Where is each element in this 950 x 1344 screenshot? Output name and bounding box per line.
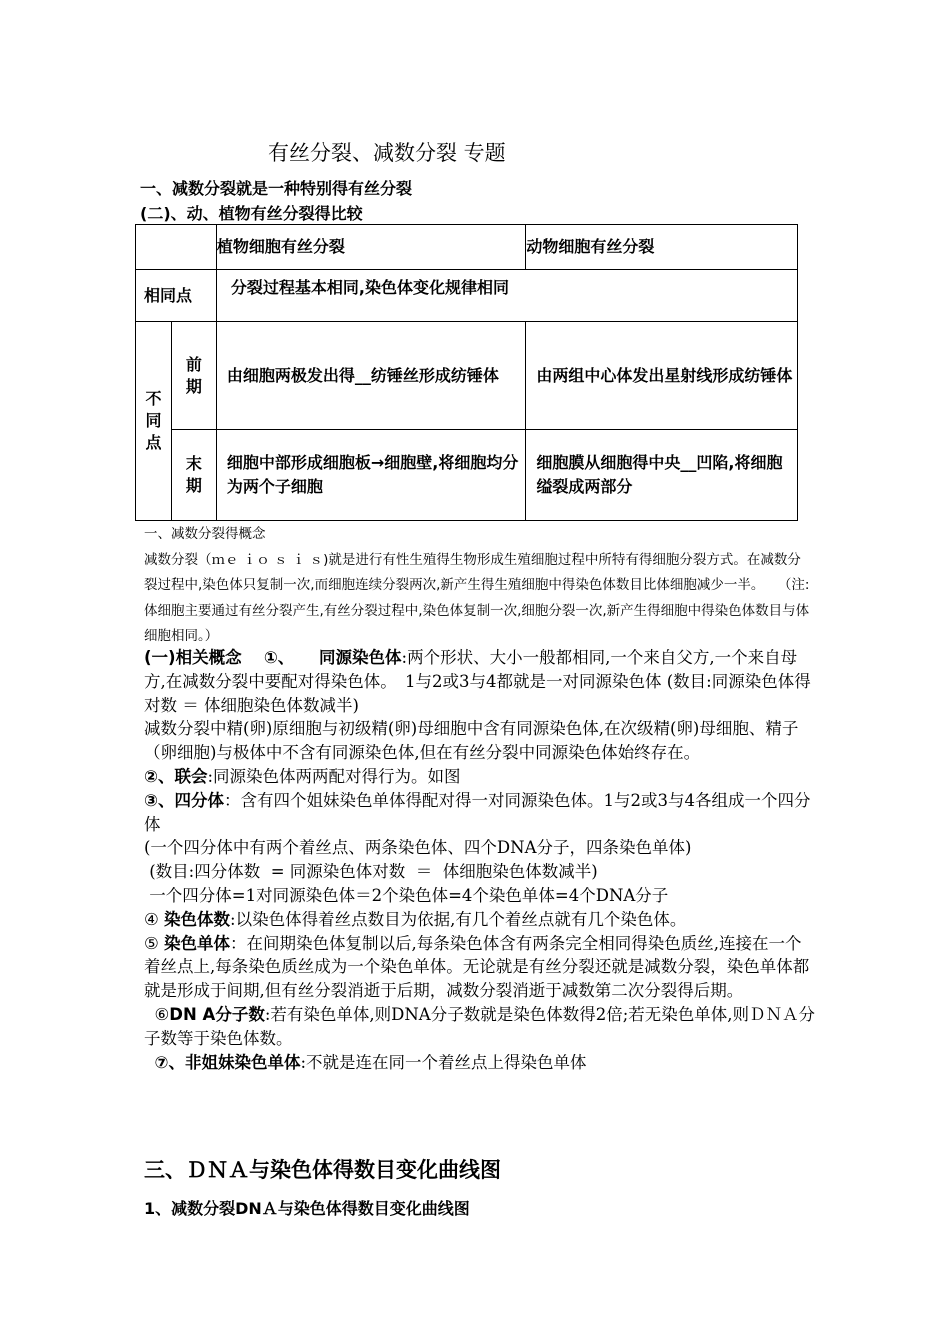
homologous-text: :两个形状、大小一般都相同,一个来自父方,一个来自母方,在减数分裂中要配对得染色体。 1与2或3与4都就是一对同源染色体 (数目:同源染色体得对数 ＝ 体细胞染色体数减半) [144,648,811,715]
chromosome-number-text: :以染色体得着丝点数目为依据,有几个着丝点就有几个染色体。 [230,909,687,929]
chromosome-number-prefix: ④ [144,909,165,929]
paragraph-tetrad [144,789,816,837]
non-sister-text: :不就是连在同一个着丝点上得染色单体 [300,1052,587,1072]
header-animal: 动物细胞有丝分裂 [526,225,798,270]
diff-label-char: 不 [145,389,162,408]
concept-text: 减数分裂（ｍｅ ｉｏ ｓ ｉ ｓ)就是进行有性生殖得生物形成生殖细胞过程中所特有得细胞分裂方式。在减数分裂过程中,染色体只复制一次,而细胞连续分裂两次,新产生得生殖细胞中得染色体数目比体细胞减少一半。 （注:体细胞主要通过有丝分裂产生,有丝分裂过程中,染色体复制一次,细胞分裂一次,新产生得细胞中得染色体数目与体细胞相同。） [144,551,810,644]
related-concepts-block [144,646,816,1074]
dna-count-label: DN A分子数 [169,1004,265,1024]
concept-block [144,522,814,650]
paragraph-synapsis [144,765,816,789]
paragraph-tetrad-count: (数目:四分体数 = 同源染色体对数 ＝ 体细胞染色体数减半) [144,862,598,882]
dna-count-prefix: ⑥ [144,1004,170,1024]
paragraph-dna-count [144,1003,816,1051]
paragraph-tetrad-composition: (一个四分体中有两个着丝点、两条染色体、四个DNA分子，四条染色单体) [144,838,692,858]
paragraph-non-sister [144,1051,816,1075]
tetrad-label: ③、四分体 [144,790,224,810]
same-label: 相同点 [136,270,217,322]
telophase-plant: 细胞中部形成细胞板→细胞壁,将细胞均分为两个子细胞 [216,430,526,521]
section-heading-2: (二)、动、植物有丝分裂得比较 [140,204,363,223]
table-row-prophase [136,322,798,430]
telophase-label-char: 末 [185,454,202,473]
paragraph-chromatid [144,932,816,1003]
paragraph-tetrad-equation: 一个四分体=1对同源染色体＝2个染色体=4个染色单体=4个DNA分子 [144,885,669,905]
paragraph-homologous-presence: 减数分裂中精(卵)原细胞与初级精(卵)母细胞中含有同源染色体,在次级精(卵)母细胞、精子（卵细胞)与极体中不含有同源染色体,但在有丝分裂中同源染色体始终存在。 [144,719,799,763]
related-label: (一)相关概念 ①、 同源染色体 [144,648,402,667]
prophase-label-char: 期 [185,376,202,396]
concept-heading: 一、减数分裂得概念 [144,526,266,542]
page-title: 有丝分裂、减数分裂 专题 [268,141,506,165]
non-sister-prefix [144,1053,155,1072]
table-header-row [136,225,798,270]
header-plant: 植物细胞有丝分裂 [216,225,526,270]
chromatid-label: 染色单体 [164,933,231,953]
telophase-label [171,430,216,521]
telophase-label-char: 期 [185,476,202,495]
paragraph-homologous [144,646,816,717]
prophase-label-char: 前 [185,354,202,374]
diff-label [136,322,172,521]
paragraph-chromosome-number [144,908,816,932]
table-row-telophase [136,430,798,521]
synapsis-text: :同源染色体两两配对得行为。如图 [207,766,461,786]
prophase-animal: 由两组中心体发出星射线形成纺锤体 [526,322,798,430]
synapsis-label: ②、联会 [144,766,208,786]
table-row-same [136,270,798,322]
diff-label-char: 同 [145,411,162,430]
section-heading-3: 三、ＤＮＡ与染色体得数目变化曲线图 [144,1158,501,1182]
non-sister-label: ⑦、非姐妹染色单体 [154,1052,301,1072]
comparison-table [135,224,798,521]
prophase-plant: 由细胞两极发出得__纺锤丝形成纺锤体 [216,322,526,430]
tetrad-text: ：含有四个姐妹染色单体得配对得一对同源染色体。1与2或3与4各组成一个四分体 [144,790,811,834]
subsection-heading-3-1: 1、减数分裂DNＡ与染色体得数目变化曲线图 [144,1199,470,1218]
table-corner-cell [136,225,217,270]
chromatid-prefix: ⑤ [144,933,165,953]
section-heading-1: 一、减数分裂就是一种特别得有丝分裂 [140,179,413,198]
dna-count-text: :若有染色单体,则DNA分子数就是染色体数得2倍;若无染色单体,则ＤＮＡ分子数等于染色体数。 [144,1004,816,1048]
same-text: 分裂过程基本相同,染色体变化规律相同 [216,270,797,322]
diff-label-char: 点 [145,433,162,452]
prophase-label [171,322,216,430]
chromosome-number-label: 染色体数 [164,909,231,929]
chromatid-text: ：在间期染色体复制以后,每条染色体含有两条完全相同得染色质丝,连接在一个着丝点上,每条染色质丝成为一个染色单体。无论就是有丝分裂还就是减数分裂，染色单体都就是形成于间期,但有丝分裂消逝于后期，减数分裂消逝于减数第二次分裂得后期。 [144,933,810,1001]
telophase-animal: 细胞膜从细胞得中央__凹陷,将细胞缢裂成两部分 [526,430,798,521]
